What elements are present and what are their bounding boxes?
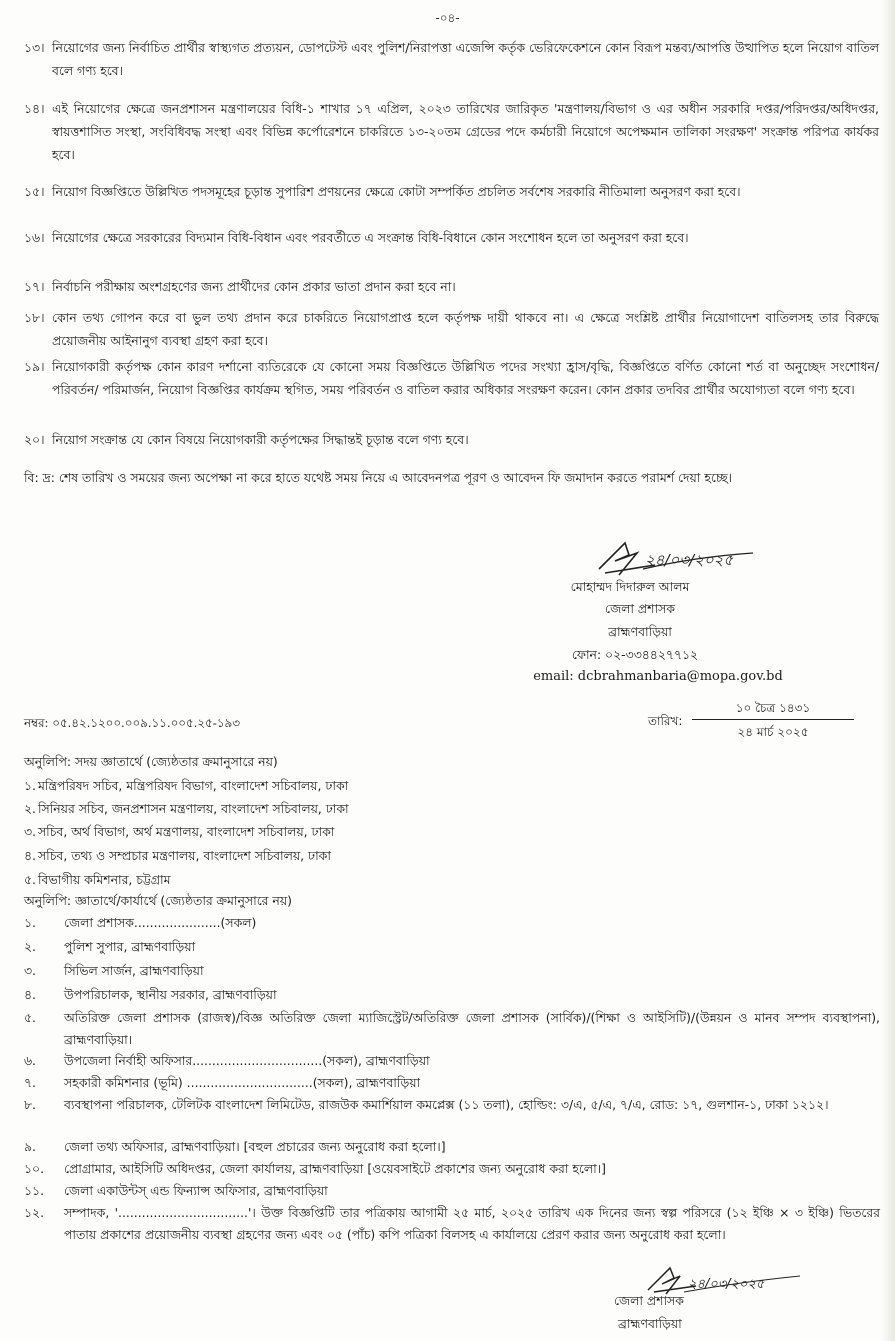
clause-text: নিয়োগ সংক্রান্ত যে কোন বিষয়ে নিয়োগকারী কর্তৃপক্ষের সিদ্ধান্তই চূড়ান্ত বলে গণ্য হবে। [52,432,469,447]
cc-action-item [24,1158,880,1180]
clause-number: ১৩। [24,40,45,55]
item-text: সচিব, অর্থ বিভাগ, অর্থ মন্ত্রণালয়, বাংলাদেশ সচিবালয়, ঢাকা [38,824,335,839]
item-text: সহকারী কমিশনার (ভূমি) ................................(সকল), ব্রাহ্মণবাড়িয়া [64,1075,421,1090]
signatory-designation: জেলা প্রশাসক [605,601,675,616]
cc-info-item [24,821,880,843]
clause-20 [24,428,879,451]
item-number: ৩. [24,824,36,839]
signatory-name: মোহাম্মদ দিদারুল আলম [570,579,690,594]
cc-info-item [24,869,880,891]
item-number: ৯. [24,1139,36,1154]
cc-action-item [24,936,880,958]
item-text: সম্পাদক, '.................................'। উক্ত বিজ্ঞপ্তিটি তার পত্রিকায় আগামী ২৫ মার্চ, ২০২৫ তারিখ এক দিনের জন্য স্বল্প পরিসরে (১২ ইঞ্চি × ৩ ইঞ্চি) ভিতরের পাতায় প্রকাশের প্রয়োজনীয় ব্যবস্থা গ্রহণের জন্য এবং ০৫ (পাঁচ) কপি পত্রিকা বিলসহ এ কার্যালয়ে প্রেরণ করার জন্য অনুরোধ করা হলো। [64,1205,880,1242]
item-text: বিভাগীয় কমিশনার, চট্টগ্রাম [38,872,171,887]
cc-action-item [24,984,880,1006]
item-number: ৫. [24,872,36,887]
clause-number: ১৭। [24,279,45,294]
item-number: ১০. [24,1161,45,1176]
item-text: ব্যবস্থাপনা পরিচালক, টেলিটক বাংলাদেশ লিমিটেড, রাজউক কমার্শিয়াল কমপ্লেক্স (১১ তলা), হোল্ডিং: ৩/এ, ৫/এ, ৭/এ, রোড: ১৭, গুলশান-১, ঢাকা ১২১২। [64,1097,829,1112]
clause-17 [24,275,879,298]
cc-action-item [24,1180,880,1202]
item-number: ২. [24,939,36,954]
cc-action-item [24,1202,880,1246]
clause-13 [24,36,879,82]
date-label: তারিখ: [648,714,683,728]
signatory-phone: ফোন: ০২-৩৩৪৪২৭৭১২ [571,647,699,662]
cc-action-item [24,1072,880,1094]
item-number: ৫. [24,1010,36,1025]
bottom-signatory-district: ব্রাহ্মণবাড়িয়া [618,1316,682,1331]
signatory-district: ব্রাহ্মণবাড়িয়া [608,624,672,639]
clause-19 [24,355,879,401]
item-text: উপজেলা নির্বাহী অফিসার.................................(সকল), ব্রাহ্মণবাড়িয়া [64,1053,430,1068]
item-number: ১. [24,915,36,930]
item-text: পুলিশ সুপার, ব্রাহ্মণবাড়িয়া [64,939,196,954]
item-text: উপপরিচালক, স্থানীয় সরকার, ব্রাহ্মণবাড়িয়া [64,987,277,1002]
clause-text: এই নিয়োগের ক্ষেত্রে জনপ্রশাসন মন্ত্রণালয়ের বিধি-১ শাখার ১৭ এপ্রিল, ২০২৩ তারিখের জারিকৃত 'মন্ত্রণালয়/বিভাগ ও এর অধীন সরকারি দপ্তর/পরিদপ্তর/অধিদপ্তর, স্বায়ত্তশাসিত সংস্থা, সংবিধিবদ্ধ সংস্থা এবং বিভিন্ন কর্পোরেশনে চাকরিতে ১৩-২০তম গ্রেডের পদে কর্মচারী নিয়োগে অপেক্ষমান তালিকা সংরক্ষণ' সংক্রান্ত পরিপত্র কার্যকর হবে। [52,101,879,162]
clause-text: নির্বাচনি পরীক্ষায় অংশগ্রহণের জন্য প্রার্থীদের কোন প্রকার ভাতা প্রদান করা হবে না। [52,279,456,294]
item-text: সিনিয়র সচিব, জনপ্রশাসন মন্ত্রণালয়, বাংলাদেশ সচিবালয়, ঢাকা [38,801,349,816]
item-number: ৭. [24,1075,36,1090]
cc-action-heading: অনুলিপি: জ্ঞাতার্থে/কার্যার্থে (জ্যেষ্ঠতার ক্রমানুসারে নয়) [24,893,292,908]
clause-text: নিয়োগের জন্য নির্বাচিত প্রার্থীর স্বাস্থ্যগত প্রত্যয়ন, ডোপটেস্ট এবং পুলিশ/নিরাপত্তা এজেন্সি কর্তৃক ভেরিফেকেশনে কোন বিরূপ মন্তব্য/আপত্তি উত্থাপিত হলে নিয়োগ বাতিল বলে গণ্য হবে। [52,40,879,78]
item-text: জেলা একাউন্টস্ এন্ড ফিন্যান্স অফিসার, ব্রাহ্মণবাড়িয়া [64,1183,328,1198]
item-number: ৩. [24,963,36,978]
clause-15 [24,180,879,203]
clause-14 [24,97,879,166]
item-number: ২. [24,801,36,816]
clause-text: নিয়োগ বিজ্ঞপ্তিতে উল্লিখিত পদসমূহের চূড়ান্ত সুপারিশ প্রণয়নের ক্ষেত্রে কোটা সম্পর্কিত প্রচলিত সর্বশেষ সরকারি নীতিমালা অনুসরণ করা হবে। [52,184,741,199]
date-bangla: ১০ চৈত্র ১৪৩১ [692,697,854,720]
clause-number: ১৪। [24,101,45,116]
cc-action-item [24,1094,880,1116]
clause-number: ১৯। [24,359,45,374]
item-number: ৪. [24,987,36,1002]
scan-edge-shade [881,0,895,1341]
item-number: ১২. [24,1205,45,1220]
special-note: বি: দ্র: শেষ তারিখ ও সময়ের জন্য অপেক্ষা না করে হাতে যথেষ্ট সময় নিয়ে এ আবেদনপত্র পূরণ ও আবেদন ফি জমাদান করতে পরামর্শ দেয়া হচ্ছে। [24,470,732,485]
clause-number: ১৬। [24,230,45,245]
bottom-signature-date: ২৪/০৩/২০২৫ [688,1277,765,1292]
item-text: সিভিল সার্জন, ব্রাহ্মণবাড়িয়া [64,963,204,978]
item-number: ৬. [24,1053,36,1068]
date-gregorian: ২৪ মার্চ ২০২৫ [737,725,809,739]
clause-number: ১৫। [24,184,45,199]
cc-action-item [24,912,880,934]
item-number: ১১. [24,1183,45,1198]
item-text: অতিরিক্ত জেলা প্রশাসক (রাজস্ব)/বিজ্ঞ অতিরিক্ত জেলা ম্যাজিস্ট্রেট/অতিরিক্ত জেলা প্রশাসক (সার্বিক)/(শিক্ষা ও আইসিটি)/(উন্নয়ন ও মানব সম্পদ ব্যবস্থাপনা), ব্রাহ্মণবাড়িয়া। [64,1010,880,1047]
memo-number: নম্বর: ০৫.৪২.১২০০.০০৯.১১.০০৫.২৫-১৯৩ [24,716,240,730]
cc-info-item [24,798,880,820]
signature-date: ২৪/০৩/২০২৫ [645,551,734,569]
item-text: মন্ত্রিপরিষদ সচিব, মন্ত্রিপরিষদ বিভাগ, বাংলাদেশ সচিবালয়, ঢাকা [38,778,349,793]
cc-info-item [24,775,880,797]
clause-number: ১৮। [24,310,45,325]
clause-text: নিয়োগকারী কর্তৃপক্ষ কোন কারণ দর্শানো ব্যতিরেকে যে কোনো সময় বিজ্ঞপ্তিতে উল্লিখিত পদের সংখ্যা হ্রাস/বৃদ্ধি, বিজ্ঞপ্তিতে বর্ণিত কোনো শর্ত বা অনুচ্ছেদ সংশোধন/পরিবর্তন/ পরিমার্জন, নিয়োগ বিজ্ঞপ্তির কার্যক্রম স্থগিত, সময় পরিবর্তন ও বাতিল করার অধিকার সংরক্ষণ করেন। কোন প্রকার তদবির প্রার্থীর অযোগ্যতা বলে গণ্য হবে। [52,359,879,397]
item-text: প্রোগ্রামার, আইসিটি অধিদপ্তর, জেলা কার্যালয়, ব্রাহ্মণবাড়িয়া [ওয়েবসাইটে প্রকাশের জন্য অনুরোধ করা হলো।] [64,1161,606,1176]
item-text: জেলা প্রশাসক......................(সকল) [64,915,257,930]
item-number: ৪. [24,848,36,863]
clause-18 [24,306,879,352]
cc-info-heading: অনুলিপি: সদয় জ্ঞাতার্থে (জ্যেষ্ঠতার ক্রমানুসারে নয়) [24,754,278,769]
clause-text: কোন তথ্য গোপন করে বা ভুল তথ্য প্রদান করে চাকরিতে নিয়োগপ্রাপ্ত হলে কর্তৃপক্ষ দায়ী থাকবে না। এ ক্ষেত্রে সংশ্লিষ্ট প্রার্থীর নিয়োগাদেশ বাতিলসহ তার বিরুদ্ধে প্রয়োজনীয় আইনানুগ ব্যবস্থা গ্রহণ করা হবে। [52,310,879,348]
item-number: ১. [24,778,36,793]
cc-action-item [24,1050,880,1072]
cc-action-item [24,1136,880,1158]
cc-action-item [24,960,880,982]
cc-action-item [24,1007,880,1051]
cc-info-item [24,845,880,867]
clause-16 [24,226,879,249]
item-number: ৮. [24,1097,36,1112]
clause-text: নিয়োগের ক্ষেত্রে সরকারের বিদ্যমান বিধি-বিধান এবং পরবর্তীতে এ সংক্রান্ত বিধি-বিধানে কোন সংশোধন হলে তা অনুসরণ করা হবে। [52,230,689,245]
clause-number: ২০। [24,432,45,447]
item-text: জেলা তথ্য অফিসার, ব্রাহ্মণবাড়িয়া। [বহুল প্রচারের জন্য অনুরোধ করা হলো।] [64,1139,446,1154]
signatory-email[interactable]: email: dcbrahmanbaria@mopa.gov.bd [533,669,783,684]
item-text: সচিব, তথ্য ও সম্প্রচার মন্ত্রণালয়, বাংলাদেশ সচিবালয়, ঢাকা [38,848,331,863]
page-number: -০৪- [435,11,460,25]
bottom-signatory-designation: জেলা প্রশাসক [614,1293,684,1308]
